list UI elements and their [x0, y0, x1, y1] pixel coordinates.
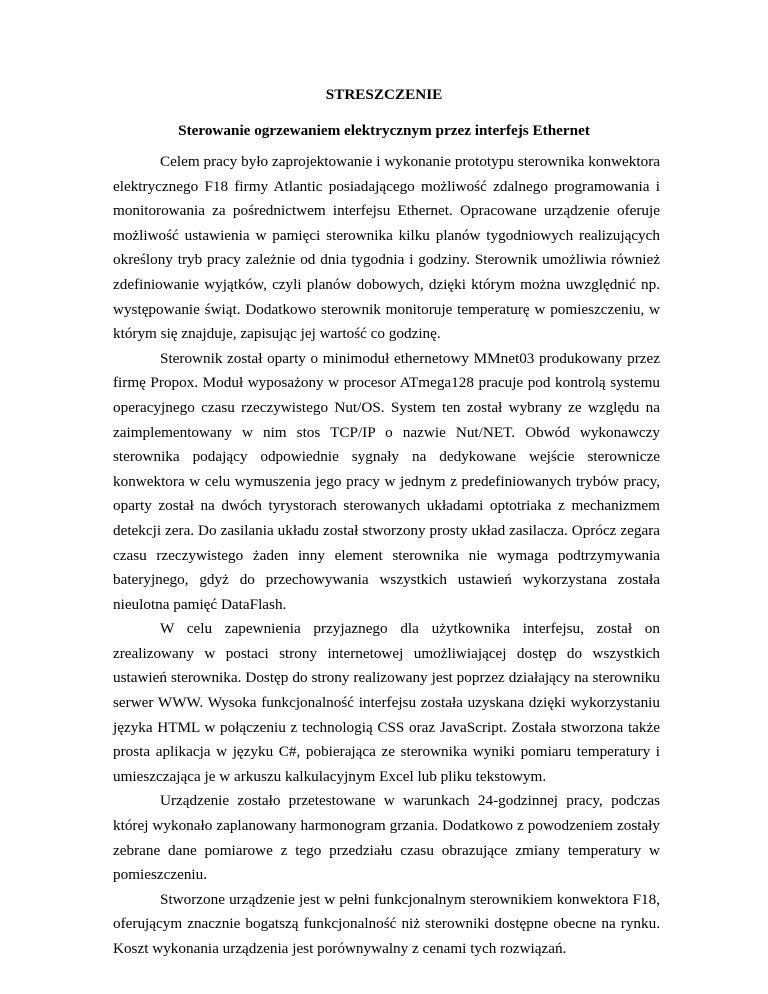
- paragraph-5: Stworzone urządzenie jest w pełni funkcjonalnym sterownikiem konwektora F18, oferującym znacznie bogatszą funkcjonalność niż sterowniki dostępne obecne na rynku. Koszt wykonania urządzenia jest porównywalny z cenami tych rozwiązań.: [113, 890, 660, 957]
- paragraph-1: Celem pracy było zaprojektowanie i wykonanie prototypu sterownika konwektora elektrycznego F18 firmy Atlantic posiadającego możliwość zdalnego programowania i monitorowania za pośrednictwem interfejsu Ethernet. Opracowane urządzenie oferuje możliwość ustawienia w pamięci sterownika kilku planów tygodniowych realizujących określony tryb pracy zależnie od dnia tygodnia i godziny. Sterownik umożliwia również zdefiniowanie wyjątków, czyli planów dobowych, dzięki którym można uwzględnić np. występowanie świąt. Dodatkowo sterownik monitoruje temperaturę w pomieszczeniu, w którym się znajduje, zapisując jej wartość co godzinę.: [113, 153, 660, 343]
- document-body: [113, 150, 660, 962]
- paragraph-4: Urządzenie zostało przetestowane w warunkach 24-godzinnej pracy, podczas której wykonało zaplanowany harmonogram grzania. Dodatkowo z powodzeniem zostały zebrane dane pomiarowe z tego przedziału czasu obrazujące zmiany temperatury w pomieszczeniu.: [113, 792, 660, 884]
- document-title: STRESZCZENIE: [325, 86, 443, 103]
- paragraph-3: W celu zapewnienia przyjaznego dla użytkownika interfejsu, został on zrealizowany w postaci strony internetowej umożliwiającej dostęp do wszystkich ustawień sterownika. Dostęp do strony realizowany jest poprzez działający na sterowniku serwer WWW. Wysoka funkcjonalność interfejsu została uzyskana dzięki wykorzystaniu języka HTML w połączeniu z technologią CSS oraz JavaScript. Została stworzona także prosta aplikacja w języku C#, pobierająca ze sterownika wyniki pomiaru temperatury i umieszczająca je w arkuszu kalkulacyjnym Excel lub pliku tekstowym.: [113, 620, 660, 785]
- document-subtitle: Sterowanie ogrzewaniem elektrycznym przez interfejs Ethernet: [178, 122, 590, 139]
- paragraph-2: Sterownik został oparty o minimoduł ethernetowy MMnet03 produkowany przez firmę Propox. Moduł wyposażony w procesor ATmega128 pracuje pod kontrolą systemu operacyjnego czasu rzeczywistego Nut/OS. System ten został wybrany ze względu na zaimplementowany w nim stos TCP/IP o nazwie Nut/NET. Obwód wykonawczy sterownika podający odpowiednie sygnały na dedykowane wejście sterownicze konwektora w celu wymuszenia jego pracy w jednym z predefiniowanych trybów pracy, oparty został na dwóch tyrystorach sterowanych układami optotriaka z mechanizmem detekcji zera. Do zasilania układu został stworzony prosty układ zasilacza. Oprócz zegara czasu rzeczywistego żaden inny element sterownika nie wymaga podtrzymywania bateryjnego, gdyż do przechowywania wszystkich ustawień wykorzystana została nieulotna pamięć DataFlash.: [113, 349, 660, 613]
